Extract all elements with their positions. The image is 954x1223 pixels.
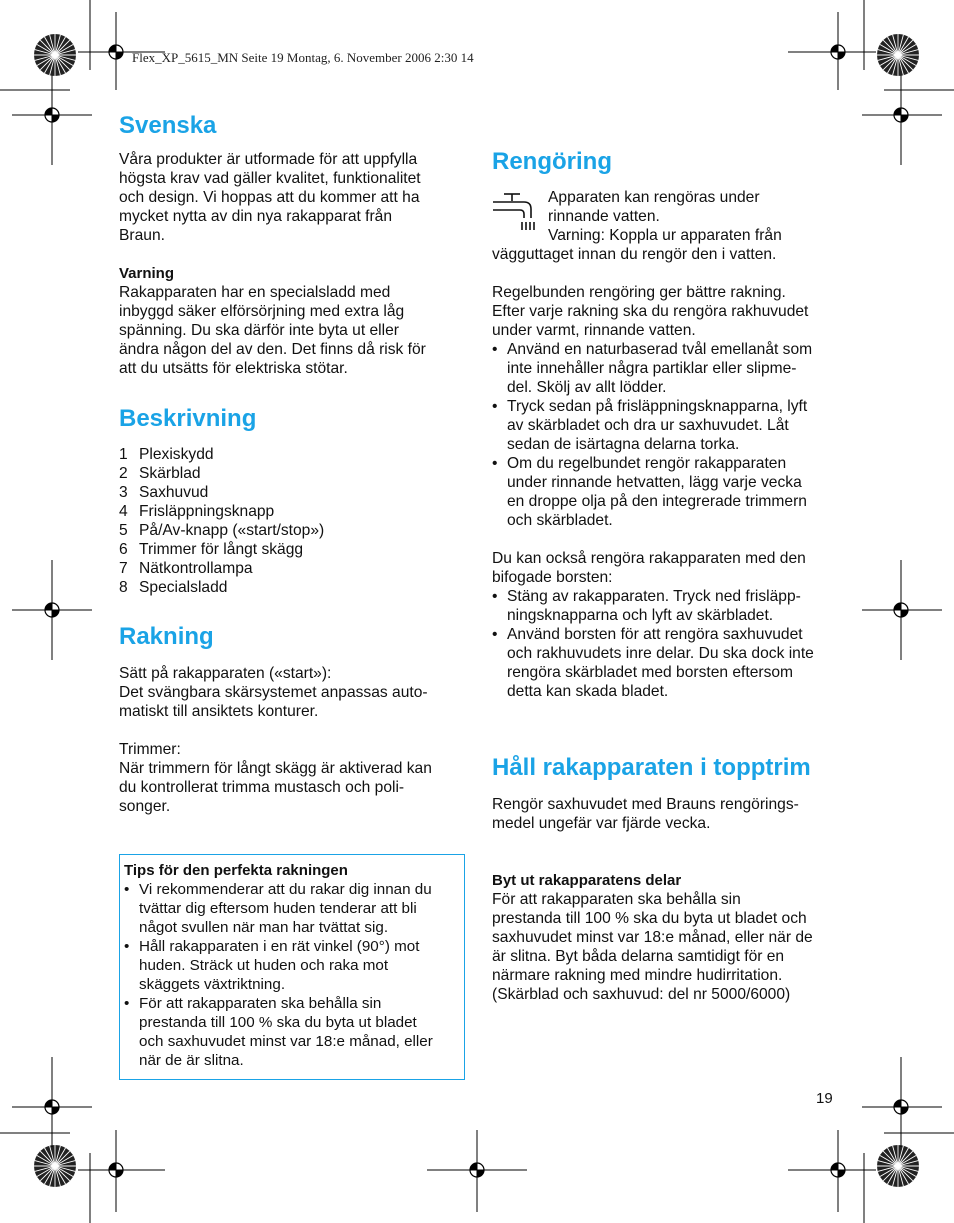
- text-line: Varning: Koppla ur apparaten från: [548, 227, 782, 244]
- text-line: Sätt på rakapparaten («start»):: [119, 665, 332, 682]
- text-line: av skärbladet och dra ur saxhuvudet. Låt: [507, 417, 789, 434]
- item-number: 4: [119, 503, 128, 520]
- rakning-text: [119, 664, 464, 816]
- text-line: skäggets växtriktning.: [139, 976, 286, 993]
- text-line: För att rakapparaten ska behålla sin: [492, 891, 741, 908]
- item-label: Plexiskydd: [139, 446, 214, 463]
- brush-list: [492, 587, 837, 701]
- cleaning-list: [492, 340, 837, 530]
- text-line: Regelbunden rengöring ger bättre rakning.: [492, 284, 786, 301]
- item-label: På/Av-knapp («start/stop»): [139, 522, 325, 539]
- text-line: • Stäng av rakapparaten. Tryck ned frisläpp-: [507, 588, 801, 605]
- list-item: [119, 483, 464, 502]
- text-line: och skärbladet.: [507, 512, 613, 529]
- text-line: tvättar dig eftersom huden tenderar att bli: [139, 900, 417, 917]
- item-label: Trimmer för långt skägg: [139, 541, 304, 558]
- list-item: [119, 540, 464, 559]
- list-item: [119, 559, 464, 578]
- text-line: • Använd en naturbaserad tvål emellanåt som: [507, 341, 813, 358]
- text-line: Du kan också rengöra rakapparaten med den: [492, 550, 806, 567]
- text-line: Trimmer:: [119, 741, 181, 758]
- text-line: du kontrollerat trimma mustasch och poli-: [119, 779, 405, 796]
- list-item: [119, 464, 464, 483]
- text-line: matiskt till ansiktets konturer.: [119, 703, 319, 720]
- text-line: och saxhuvudet minst var 18:e månad, eller: [139, 1033, 433, 1050]
- heading-beskrivning: Beskrivning: [119, 405, 257, 432]
- text-line: Braun.: [119, 227, 165, 244]
- item-number: 2: [119, 465, 128, 482]
- text-line: Rakapparaten har en specialsladd med: [119, 284, 391, 301]
- text-line: Efter varje rakning ska du rengöra rakhuvudet: [492, 303, 809, 320]
- text-line: När trimmern för långt skägg är aktiverad kan: [119, 760, 432, 777]
- text-line: närmare rakning med mindre hudirritation.: [492, 967, 783, 984]
- text-line: Det svängbara skärsystemet anpassas auto-: [119, 684, 428, 701]
- item-number: 8: [119, 579, 128, 596]
- text-line: • Vi rekommenderar att du rakar dig innan du: [139, 881, 432, 898]
- text-line: och design. Vi hoppas att du kommer att ha: [119, 189, 420, 206]
- list-item: [119, 445, 464, 464]
- text-line: mycket nytta av din nya rakapparat från: [119, 208, 393, 225]
- text-line: • Om du regelbundet rengör rakapparaten: [507, 455, 787, 472]
- text-line: • Använd borsten för att rengöra saxhuvudet: [507, 626, 803, 643]
- text-line: medel ungefär var fjärde vecka.: [492, 815, 711, 832]
- text-line: ändra någon del av den. Det finns då risk för: [119, 341, 426, 358]
- text-line: bifogade borsten:: [492, 569, 613, 586]
- list-item: [119, 521, 464, 540]
- item-number: 7: [119, 560, 128, 577]
- tips-title: Tips för den perfekta rakningen: [124, 862, 348, 879]
- text-line: Våra produkter är utformade för att uppfylla: [119, 151, 418, 168]
- parts-list: [119, 445, 464, 597]
- list-item: [492, 340, 837, 397]
- list-item: [492, 625, 837, 701]
- text-line: detta kan skada bladet.: [507, 683, 669, 700]
- text-line: • För att rakapparaten ska behålla sin: [139, 995, 382, 1012]
- item-number: 5: [119, 522, 128, 539]
- text-line: prestanda till 100 % ska du byta ut bladet: [139, 1014, 417, 1031]
- text-line: och rakhuvudets inre delar. Du ska dock inte: [507, 645, 814, 662]
- text-line: (Skärblad och saxhuvud: del nr 5000/6000): [492, 986, 791, 1003]
- warning-title: Varning: [119, 265, 175, 282]
- text-line: en droppe olja på den integrerade trimmern: [507, 493, 807, 510]
- svenska-intro: [119, 150, 464, 245]
- replace-title: Byt ut rakapparatens delar: [492, 872, 682, 889]
- tips-box: [119, 854, 465, 1080]
- text-line: något svullen när man har tvättat sig.: [139, 919, 389, 936]
- text-line: Apparaten kan rengöras under: [548, 189, 760, 206]
- list-item: [492, 587, 837, 625]
- text-line: är slitna. Byt båda delarna samtidigt för en: [492, 948, 785, 965]
- list-item: [124, 880, 460, 937]
- tips-list: [124, 880, 460, 1070]
- rengoring-body: [492, 245, 837, 701]
- text-line: del. Skölj av allt lödder.: [507, 379, 667, 396]
- text-line: inbyggd säker elförsörjning med extra låg: [119, 303, 405, 320]
- text-line: saxhuvudet minst var 18:e månad, eller när de: [492, 929, 813, 946]
- text-line: under rinnande hetvatten, lägg varje vecka: [507, 474, 802, 491]
- text-line: rengöra skärbladet med borsten eftersom: [507, 664, 794, 681]
- list-item: [119, 502, 464, 521]
- heading-topptrim: Håll rakapparaten i topptrim: [492, 754, 811, 781]
- item-label: Specialsladd: [139, 579, 228, 596]
- text-line: ningsknapparna och lyft av skärbladet.: [507, 607, 774, 624]
- list-item: [124, 994, 460, 1070]
- item-label: Frisläppningsknapp: [139, 503, 275, 520]
- text-line: • Tryck sedan på frisläppningsknapparna, lyft: [507, 398, 808, 415]
- rengoring-icon-text: [548, 188, 838, 245]
- item-number: 3: [119, 484, 128, 501]
- list-item: [119, 578, 464, 597]
- text-line: högsta krav vad gäller kvalitet, funktionalitet: [119, 170, 421, 187]
- text-line: huden. Sträck ut huden och raka mot: [139, 957, 389, 974]
- text-line: inte innehåller några partiklar eller slipme-: [507, 360, 797, 377]
- item-label: Skärblad: [139, 465, 201, 482]
- topptrim-text: [492, 795, 837, 833]
- heading-rakning: Rakning: [119, 623, 214, 650]
- list-item: [492, 397, 837, 454]
- item-number: 6: [119, 541, 128, 558]
- text-line: Rengör saxhuvudet med Brauns rengörings-: [492, 796, 799, 813]
- list-item: [124, 937, 460, 994]
- text-line: rinnande vatten.: [548, 208, 660, 225]
- text-line: när de är slitna.: [139, 1052, 244, 1069]
- text-line: vägguttaget innan du rengör den i vatten.: [492, 246, 777, 263]
- heading-svenska: Svenska: [119, 112, 217, 139]
- text-line: sedan de isärtagna delarna torka.: [507, 436, 740, 453]
- text-line: att du utsätts för elektriska stötar.: [119, 360, 348, 377]
- text-line: songer.: [119, 798, 171, 815]
- text-line: spänning. Du ska därför inte byta ut eller: [119, 322, 399, 339]
- replace-parts-section: [492, 871, 837, 1004]
- item-label: Nätkontrollampa: [139, 560, 253, 577]
- item-number: 1: [119, 446, 128, 463]
- heading-rengoring: Rengöring: [492, 148, 612, 175]
- print-slug-line: Flex_XP_5615_MN Seite 19 Montag, 6. November 2006 2:30 14: [132, 50, 474, 65]
- item-label: Saxhuvud: [139, 484, 209, 501]
- page-number: 19: [816, 1090, 833, 1107]
- warning-section: [119, 264, 464, 378]
- list-item: [492, 454, 837, 530]
- text-line: under varmt, rinnande vatten.: [492, 322, 696, 339]
- water-tap-icon: [492, 190, 536, 234]
- text-line: prestanda till 100 % ska du byta ut bladet och: [492, 910, 807, 927]
- text-line: • Håll rakapparaten i en rät vinkel (90°) mot: [139, 938, 420, 955]
